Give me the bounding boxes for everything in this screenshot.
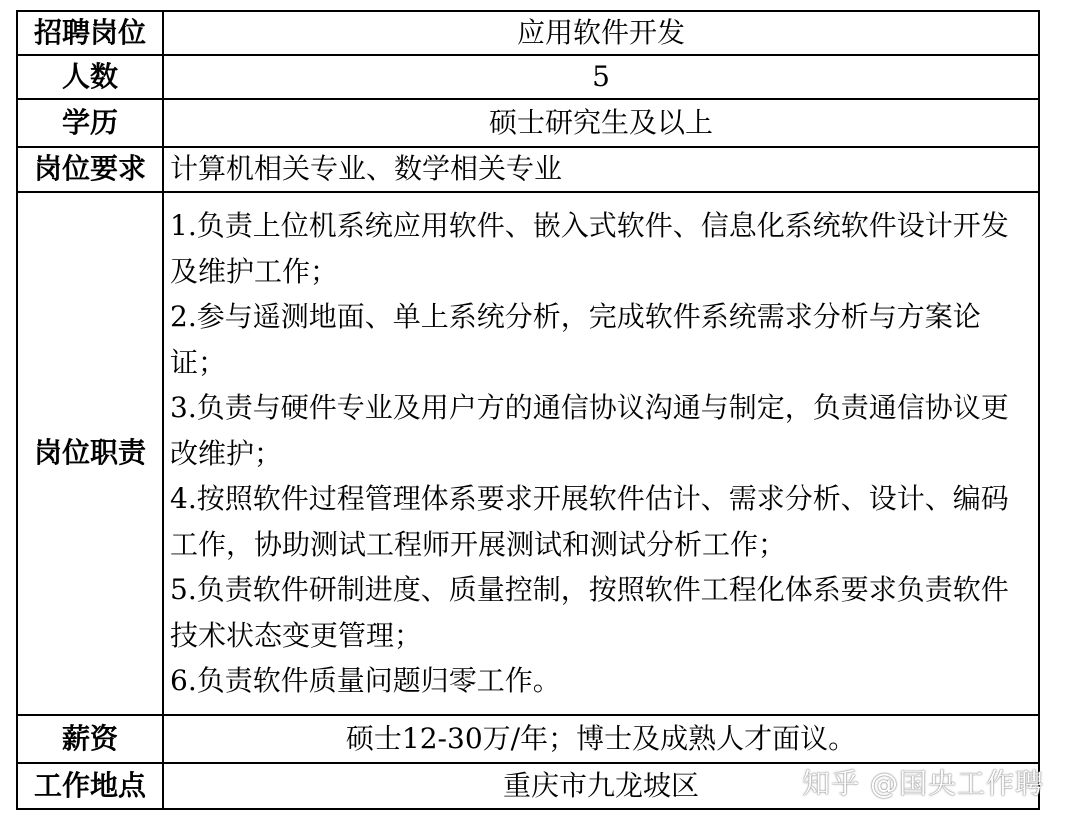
table-row-position xyxy=(17,11,1039,55)
value-requirements: 计算机相关专业、数学相关专业 xyxy=(163,147,1039,192)
label-position: 招聘岗位 xyxy=(17,11,163,55)
watermark: 知乎 @国央工作聘 xyxy=(802,767,1044,800)
label-requirements: 岗位要求 xyxy=(17,147,163,192)
table-row-duties xyxy=(17,192,1039,715)
duty-item: 3.负责与硬件专业及用户方的通信协议沟通与制定，负责通信协议更改维护； xyxy=(170,391,1009,470)
duty-item: 2.参与遥测地面、单上系统分析，完成软件系统需求分析与方案论证； xyxy=(170,300,981,379)
value-duties xyxy=(163,192,1039,715)
label-duties: 岗位职责 xyxy=(17,192,163,715)
label-education: 学历 xyxy=(17,99,163,147)
value-location: 重庆市九龙坡区 xyxy=(163,763,1039,809)
value-education: 硕士研究生及以上 xyxy=(163,99,1039,147)
job-info-table xyxy=(16,10,1040,810)
duties-list xyxy=(164,199,1038,708)
duty-item: 5.负责软件研制进度、质量控制，按照软件工程化体系要求负责软件技术状态变更管理； xyxy=(170,573,1009,652)
label-salary: 薪资 xyxy=(17,715,163,763)
label-headcount: 人数 xyxy=(17,55,163,99)
table-row-headcount xyxy=(17,55,1039,99)
value-headcount: 5 xyxy=(163,55,1039,99)
label-location: 工作地点 xyxy=(17,763,163,809)
value-position: 应用软件开发 xyxy=(163,11,1039,55)
value-salary: 硕士12-30万/年；博士及成熟人才面议。 xyxy=(163,715,1039,763)
table-row-education xyxy=(17,99,1039,147)
table-row-requirements xyxy=(17,147,1039,192)
duty-item: 1.负责上位机系统应用软件、嵌入式软件、信息化系统软件设计开发及维护工作； xyxy=(170,209,1009,288)
duty-item: 6.负责软件质量问题归零工作。 xyxy=(170,664,561,698)
table-row-salary xyxy=(17,715,1039,763)
duty-item: 4.按照软件过程管理体系要求开展软件估计、需求分析、设计、编码工作，协助测试工程师开展测试和测试分析工作； xyxy=(170,482,1009,561)
